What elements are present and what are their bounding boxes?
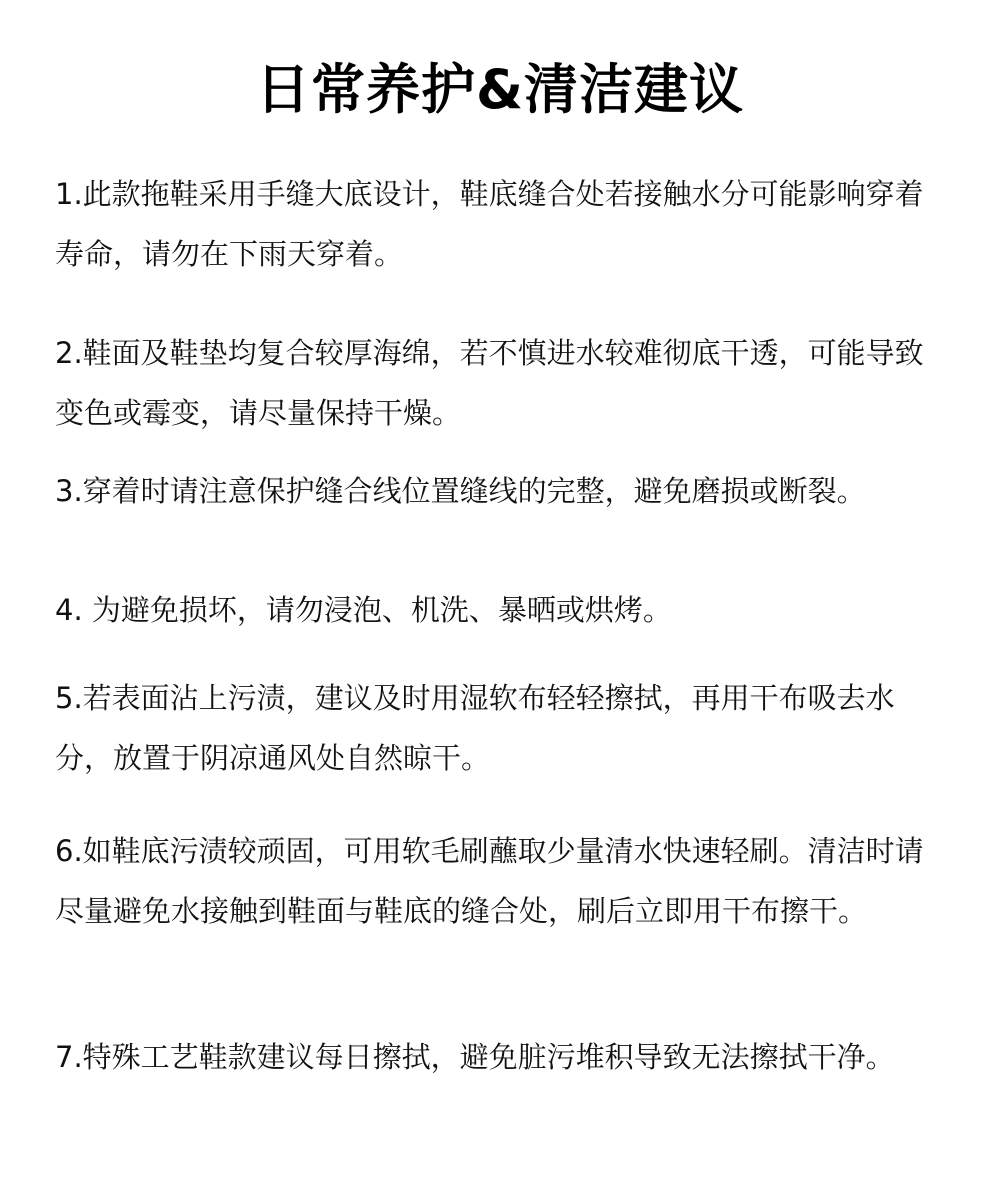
tip-item-7: 7.特殊工艺鞋款建议每日擦拭，避免脏污堆积导致无法擦拭干净。 <box>55 1040 895 1074</box>
tip-item-2: 2.鞋面及鞋垫均复合较厚海绵，若不慎进水较难彻底干透，可能导致变色或霉变，请尽量保持干燥。 <box>55 336 924 430</box>
tip-item-6: 6.如鞋底污渍较顽固，可用软毛刷蘸取少量清水快速轻刷。清洁时请尽量避免水接触到鞋面与鞋底的缝合处，刷后立即用干布擦干。 <box>55 834 924 928</box>
tip-item-3: 3.穿着时请注意保护缝合线位置缝线的完整，避免磨损或断裂。 <box>55 474 866 508</box>
tip-item-1: 1.此款拖鞋采用手缝大底设计，鞋底缝合处若接触水分可能影响穿着寿命，请勿在下雨天穿着。 <box>55 177 924 271</box>
tip-item-4: 4. 为避免损坏，请勿浸泡、机洗、暴晒或烘烤。 <box>55 593 672 627</box>
page-title: 日常养护&清洁建议 <box>255 58 745 121</box>
tip-item-5: 5.若表面沾上污渍，建议及时用湿软布轻轻擦拭，再用干布吸去水分，放置于阴凉通风处自然晾干。 <box>55 681 895 775</box>
